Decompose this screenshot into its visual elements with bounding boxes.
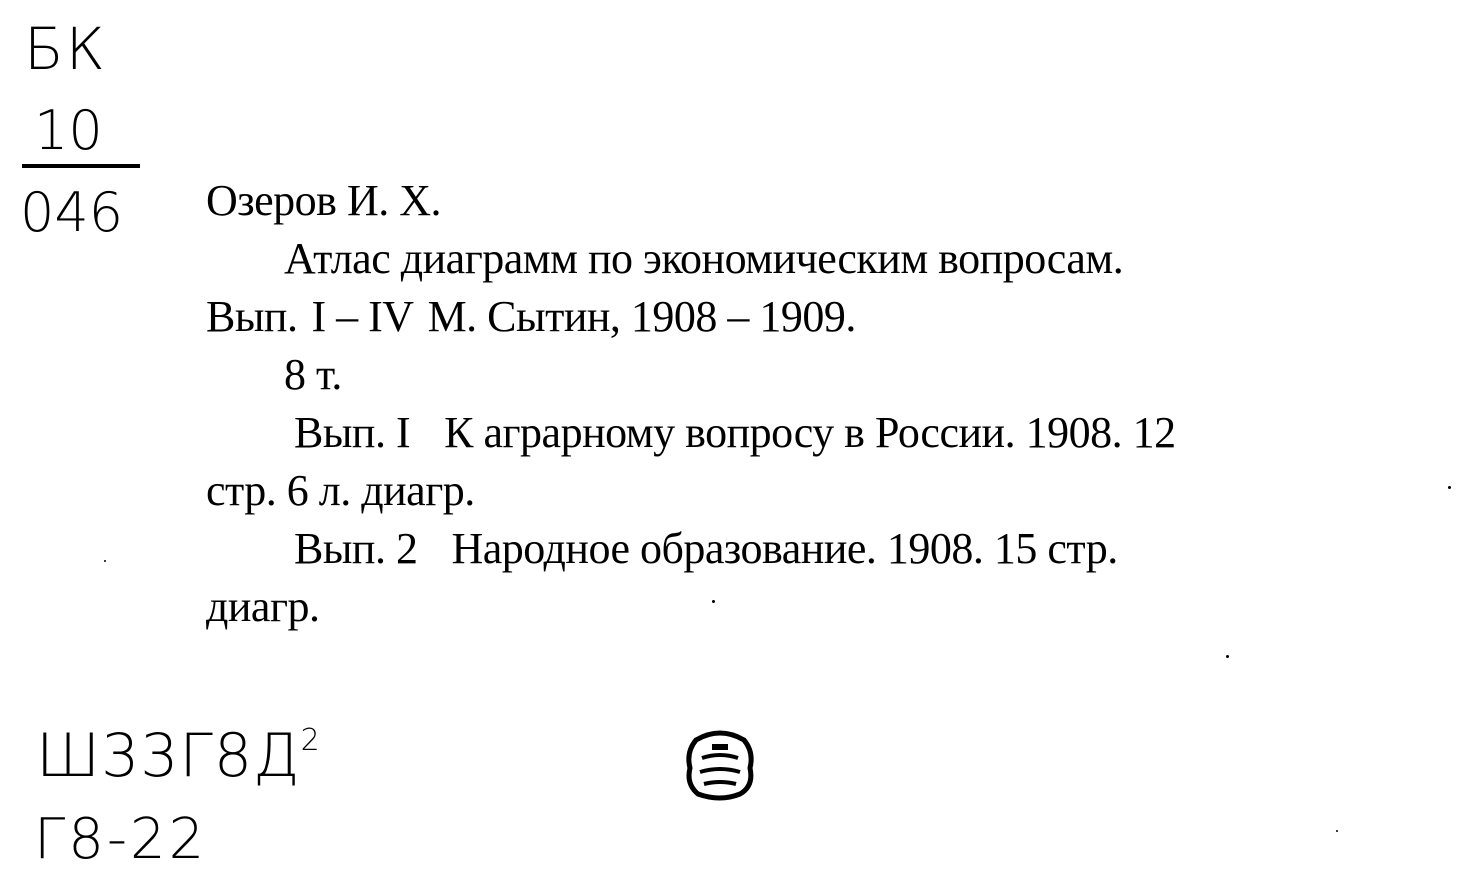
scan-speck [712,600,715,603]
scan-speck [1448,486,1451,489]
entry-title: Атлас диаграмм по экономическим вопросам. [284,234,1124,283]
scan-speck [1336,830,1338,832]
issue1-label: Вып. I [294,408,411,457]
shelfmark-denominator: 046 [20,181,124,244]
classification-subcode: Г8-22 [34,807,208,872]
entry-series: Вып. [206,292,298,341]
shelfmark-top: БК [24,15,107,83]
entry-series-range: I – IV [311,292,414,341]
issue2-title: Народное образование. 1908. 15 стр. [451,524,1118,573]
classification-code [36,721,321,791]
entry-issue1 [206,404,1366,462]
entry-author: Озеров И. Х. [206,176,442,225]
issue1-title: К аграрному вопросу в России. 1908. 12 [444,408,1176,457]
entry-issue1-cont: стр. 6 л. диагр. [206,466,475,515]
bibliographic-entry [206,172,1366,636]
scan-speck [1226,655,1229,658]
entry-imprint [206,288,1366,346]
classification-code-text: Ш33Г8Д [36,721,301,791]
shelfmark-numerator: 10 [34,99,103,162]
entry-issue2-cont: диагр. [206,582,320,631]
issue2-label: Вып. 2 [294,524,418,573]
entry-issue2 [206,520,1366,578]
entry-volumes: 8 т. [284,350,342,399]
entry-publisher: М. Сытин, 1908 – 1909. [427,292,856,341]
shelfmark-divider [22,164,140,168]
classification-code-superscript: 2 [300,723,321,758]
library-stamp-icon [682,728,758,802]
scan-speck [104,560,106,562]
